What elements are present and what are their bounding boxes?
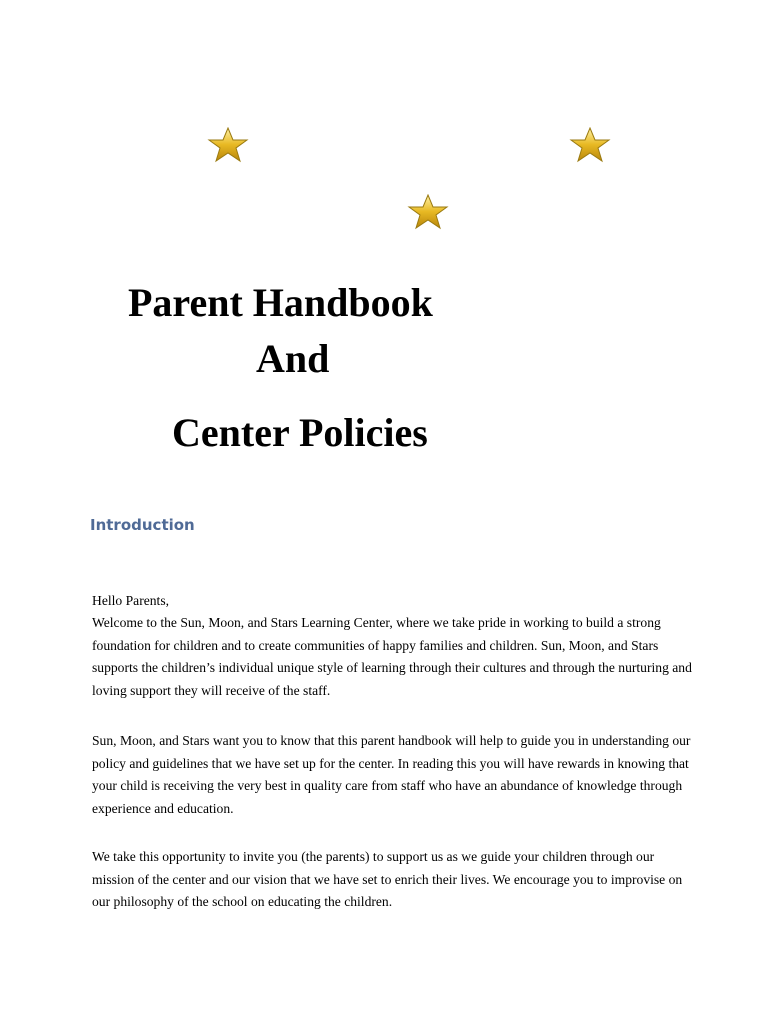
document-title-line-3: Center Policies xyxy=(172,410,428,455)
paragraph-text: We take this opportunity to invite you (the parents) to support us as we guide your children through our mission of the center and our vision that we have set to enrich their lives. We encourage you to improvise on our philosophy of the school on educating the children. xyxy=(92,849,683,909)
gold-star-icon xyxy=(207,127,249,163)
greeting xyxy=(92,590,692,613)
paragraph xyxy=(92,730,692,820)
paragraph xyxy=(92,846,692,914)
section-heading-introduction: Introduction xyxy=(90,516,195,534)
paragraph-text: Sun, Moon, and Stars want you to know that this parent handbook will help to guide you in understanding our policy and guidelines that we have set up for the center. In reading this you will have rewards in knowing that your child is receiving the very best in quality care from staff who have an abundance of knowledge through experience and education. xyxy=(92,733,691,816)
greeting-text: Hello Parents, xyxy=(92,593,170,608)
document-title-line-1: Parent Handbook xyxy=(128,280,433,325)
document-title-line-2: And xyxy=(256,336,330,381)
paragraph-text: Welcome to the Sun, Moon, and Stars Learning Center, where we take pride in working to build a strong foundation for children and to create communities of happy families and children. Sun, Moon, and Stars supports the children’s individual unique style of learning through their cultures and through the nurturing and loving support they will receive of the staff. xyxy=(92,615,692,698)
paragraph xyxy=(92,612,692,702)
gold-star-icon xyxy=(569,127,611,163)
gold-star-icon xyxy=(407,194,449,230)
